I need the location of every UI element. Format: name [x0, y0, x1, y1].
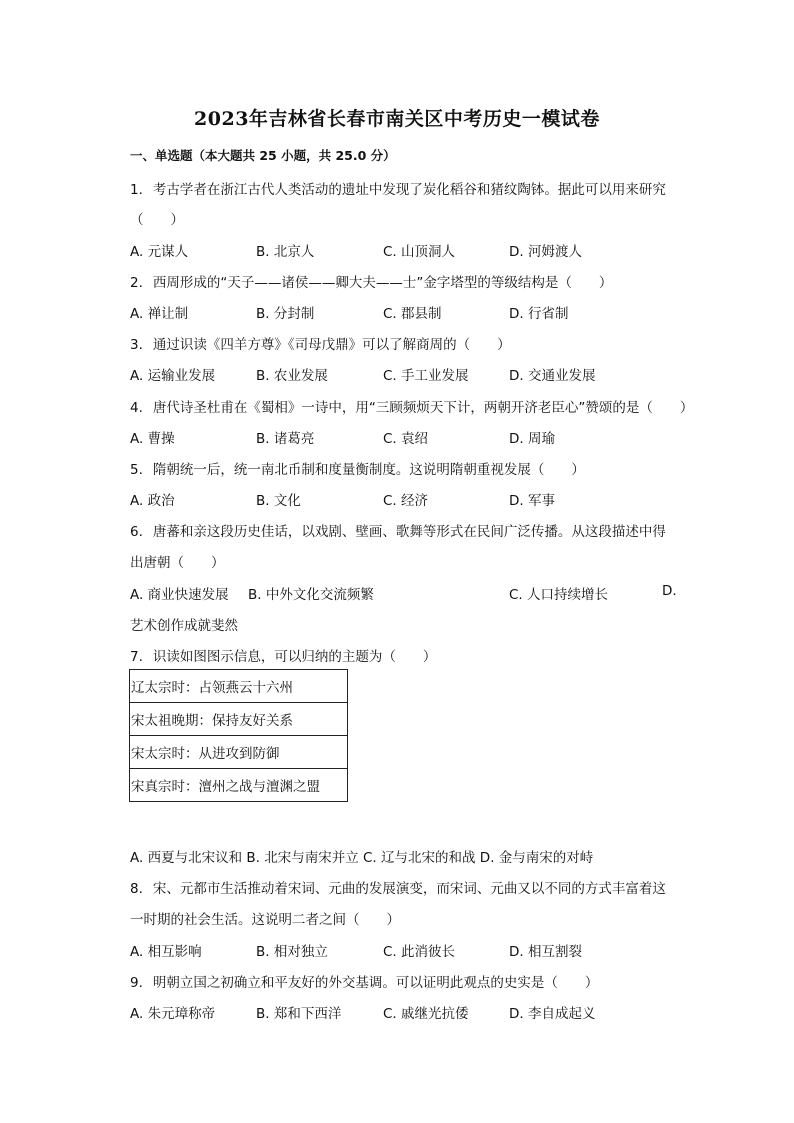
option-c[interactable]: C. 戚继光抗倭 — [383, 1006, 469, 1022]
table-cell: 宋真宗时：澶州之战与澶渊之盟 — [130, 769, 348, 802]
option-d[interactable]: D. 河姆渡人 — [509, 244, 582, 260]
table-row — [130, 703, 348, 736]
question-text: 明朝立国之初确立和平友好的外交基调。可以证明此观点的史实是（ ） — [152, 975, 599, 991]
option-c[interactable]: C. 经济 — [383, 493, 429, 509]
page-title: 2023年吉林省长春市南关区中考历史一模试卷 — [194, 108, 600, 130]
question-text: 一时期的社会生活。这说明二者之间（ ） — [130, 912, 400, 928]
table-row — [130, 769, 348, 802]
option-c[interactable]: C. 山顶洞人 — [383, 244, 456, 260]
option-b[interactable]: B. 中外文化交流频繁 — [248, 587, 374, 603]
option-c[interactable]: C. 人口持续增长 — [509, 587, 609, 603]
section-heading: 一、单选题（本大题共 25 小题，共 25.0 分） — [130, 148, 396, 163]
question-text: 唐蕃和亲这段历史佳话，以戏剧、壁画、歌舞等形式在民间广泛传播。从这段描述中得 — [152, 524, 666, 540]
table-row — [130, 670, 348, 703]
option-d[interactable]: D. 李自成起义 — [509, 1006, 596, 1022]
question-number: 8. — [130, 881, 143, 897]
option-b[interactable]: B. 农业发展 — [256, 368, 328, 384]
option-c[interactable]: C. 此消彼长 — [383, 944, 456, 960]
question-number: 1. — [130, 182, 143, 198]
question-number: 5. — [130, 462, 143, 478]
question-text: 通过识读《四羊方尊》《司母戊鼎》可以了解商周的（ ） — [152, 337, 511, 353]
question-text: 唐代诗圣杜甫在《蜀相》一诗中，用“三顾频烦天下计，两朝开济老臣心”赞颂的是（ ） — [152, 400, 694, 416]
question-number: 3. — [130, 337, 143, 353]
option-c[interactable]: C. 袁绍 — [383, 431, 429, 447]
option-a[interactable]: A. 商业快速发展 — [130, 587, 229, 603]
option-b[interactable]: B. 北京人 — [256, 244, 315, 260]
options-line[interactable]: A. 西夏与北宋议和 B. 北宋与南宋并立 C. 辽与北宋的和战 D. 金与南宋的对峙 — [130, 850, 594, 866]
option-c[interactable]: C. 手工业发展 — [383, 368, 469, 384]
option-d[interactable]: D. 周瑜 — [509, 431, 555, 447]
table-cell: 宋太宗时：从进攻到防御 — [130, 736, 348, 769]
question-number: 9. — [130, 975, 143, 991]
option-d[interactable]: D. 军事 — [509, 493, 555, 509]
option-b[interactable]: B. 相对独立 — [256, 944, 328, 960]
question-text: 考古学者在浙江古代人类活动的遗址中发现了炭化稻谷和猪纹陶钵。据此可以用来研究 — [152, 182, 666, 198]
option-a[interactable]: A. 禅让制 — [130, 306, 189, 322]
option-b[interactable]: B. 分封制 — [256, 306, 315, 322]
table-cell: 辽太宗时：占领燕云十六州 — [130, 670, 348, 703]
question-text: 宋、元都市生活推动着宋词、元曲的发展演变，而宋词、元曲又以不同的方式丰富着这 — [152, 881, 666, 897]
option-d[interactable]: D. 行省制 — [509, 306, 569, 322]
question-text: 出唐朝（ ） — [130, 555, 225, 571]
option-a[interactable]: A. 政治 — [130, 493, 175, 509]
question-text: （ ） — [130, 212, 184, 228]
option-a[interactable]: A. 元谋人 — [130, 244, 189, 260]
option-c[interactable]: C. 郡县制 — [383, 306, 442, 322]
option-a[interactable]: A. 朱元璋称帝 — [130, 1006, 216, 1022]
option-a[interactable]: A. 曹操 — [130, 431, 175, 447]
question-number: 7. — [130, 649, 143, 665]
question-number: 6. — [130, 524, 143, 540]
option-d[interactable]: D. — [662, 583, 677, 599]
question-number: 2. — [130, 275, 143, 291]
option-d[interactable]: D. 相互割裂 — [509, 944, 582, 960]
table-row — [130, 736, 348, 769]
option-d-text[interactable]: 艺术创作成就斐然 — [130, 618, 238, 634]
option-a[interactable]: A. 运输业发展 — [130, 368, 216, 384]
option-d[interactable]: D. 交通业发展 — [509, 368, 596, 384]
option-a[interactable]: A. 相互影响 — [130, 944, 202, 960]
question-text: 识读如图图示信息，可以归纳的主题为（ ） — [152, 649, 437, 665]
question-number: 4. — [130, 400, 143, 416]
option-b[interactable]: B. 郑和下西洋 — [256, 1006, 342, 1022]
table-cell: 宋太祖晚期：保持友好关系 — [130, 703, 348, 736]
question-text: 隋朝统一后，统一南北币制和度量衡制度。这说明隋朝重视发展（ ） — [152, 462, 585, 478]
question-text: 西周形成的“天子——诸侯——卿大夫——士”金字塔型的等级结构是（ ） — [152, 275, 613, 291]
info-table — [129, 669, 348, 802]
option-b[interactable]: B. 诸葛亮 — [256, 431, 315, 447]
option-b[interactable]: B. 文化 — [256, 493, 301, 509]
